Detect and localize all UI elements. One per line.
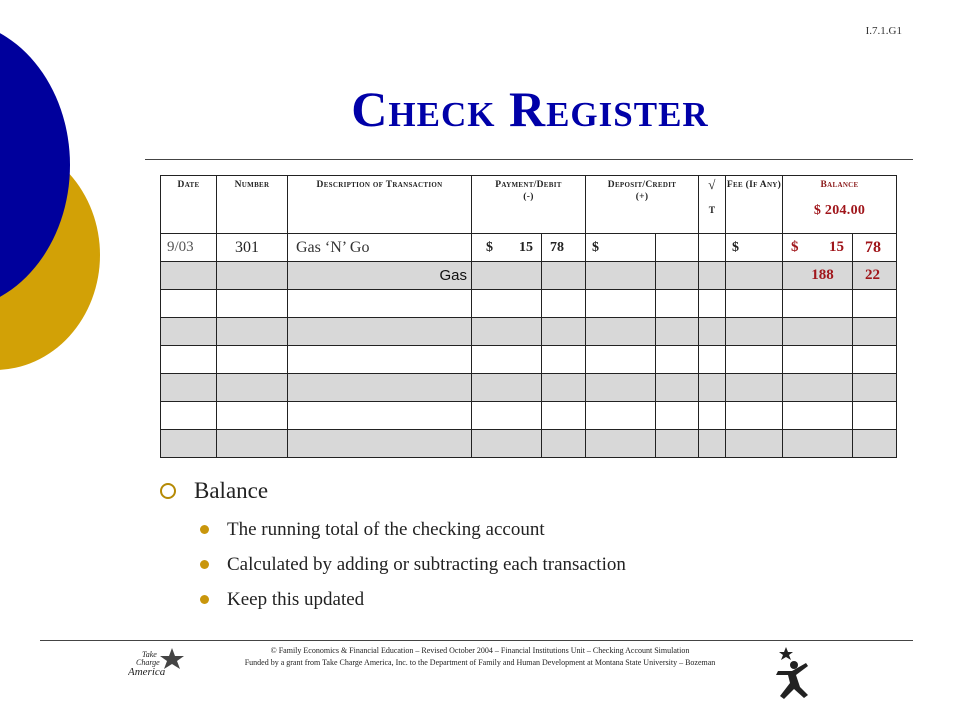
- list-item: Calculated by adding or subtracting each transaction: [200, 547, 626, 582]
- take-charge-america-logo: [128, 646, 186, 678]
- new-balance-cents: 22: [853, 262, 897, 290]
- slide-id: I.7.1.G1: [865, 25, 902, 37]
- starting-balance: $ 204.00: [813, 203, 866, 218]
- entry-number: 301: [217, 234, 288, 262]
- table-row: [161, 234, 897, 262]
- footer-line-1: © Family Economics & Financial Education – Revised October 2004 – Financial Institutions Unit – Checking Account Simulation: [270, 646, 690, 655]
- header-fee: Fee (If Any): [726, 176, 783, 234]
- svg-text:Take: Take: [142, 650, 157, 659]
- table-row: [161, 346, 897, 374]
- register-header-row: [161, 176, 897, 234]
- bullet-list: [160, 478, 626, 617]
- star-figure-logo-icon: [770, 645, 812, 700]
- dot-bullet-icon: [200, 595, 209, 604]
- sub-bullet-list: [200, 512, 626, 617]
- header-date: Date: [161, 176, 217, 234]
- new-balance-dollars: 188: [783, 262, 853, 290]
- header-deposit: Deposit/Credit (+): [586, 176, 699, 234]
- entry-deposit-cents: [656, 234, 699, 262]
- entry-payment-cents: 78: [542, 234, 586, 262]
- svg-text:America: America: [128, 666, 166, 678]
- header-payment: Payment/Debit (-): [472, 176, 586, 234]
- entry-memo: Gas: [288, 262, 472, 290]
- footer-divider: [40, 640, 913, 641]
- entry-fee: $: [726, 234, 783, 262]
- table-row: [161, 402, 897, 430]
- header-check: √ T: [699, 176, 726, 234]
- table-row: [161, 318, 897, 346]
- svg-text:Charge: Charge: [136, 658, 160, 667]
- header-description: Description of Transaction: [288, 176, 472, 234]
- header-balance: Balance $ 204.00: [783, 176, 897, 234]
- table-row: [161, 290, 897, 318]
- entry-balance-sub-cents: 78: [853, 234, 897, 262]
- table-row: [161, 374, 897, 402]
- list-item: Keep this updated: [200, 582, 626, 617]
- entry-check: [699, 234, 726, 262]
- ring-bullet-icon: [160, 483, 176, 499]
- list-item: The running total of the checking account: [200, 512, 626, 547]
- bullet-heading: Balance: [160, 478, 626, 504]
- entry-deposit-dollars: $: [586, 234, 656, 262]
- check-register: [160, 175, 896, 454]
- entry-balance-sub-dollars: $ 15: [783, 234, 853, 262]
- footer-line-2: Funded by a grant from Take Charge America, Inc. to the Department of Family and Human Development at Montana State University – Bozeman: [244, 658, 716, 667]
- title-divider: [145, 159, 913, 160]
- entry-payment-dollars: $ 15: [472, 234, 542, 262]
- dot-bullet-icon: [200, 525, 209, 534]
- footer-credits: [185, 645, 775, 669]
- entry-date: 9/03: [161, 234, 217, 262]
- dot-bullet-icon: [200, 560, 209, 569]
- page-title: Check Register: [351, 81, 709, 137]
- table-row: [161, 430, 897, 458]
- entry-description: Gas ‘N’ Go: [288, 234, 472, 262]
- check-register-table: [160, 175, 897, 458]
- header-number: Number: [217, 176, 288, 234]
- table-row: [161, 262, 897, 290]
